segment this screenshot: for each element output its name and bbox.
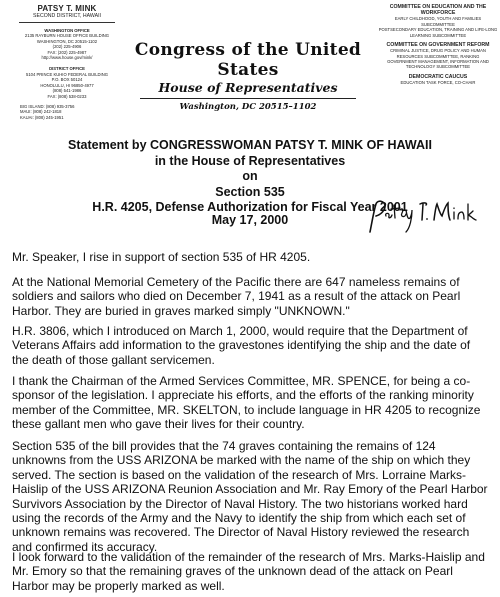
letterhead-right-column bbox=[378, 4, 498, 85]
district-line: 5104 PRINCE KUHIO FEDERAL BUILDING bbox=[26, 71, 108, 77]
district-line: P.O. BOX 50124 bbox=[51, 77, 83, 83]
member-name: PATSY T. MINK bbox=[37, 4, 97, 13]
subcommittee: POSTSECONDARY EDUCATION, TRAINING AND LIFE-LONG LEARNING SUBCOMMITTEE bbox=[378, 27, 498, 38]
masthead bbox=[118, 40, 378, 113]
washington-line: WASHINGTON, DC 20515-1102 bbox=[36, 38, 98, 44]
member-district: SECOND DISTRICT, HAWAII bbox=[33, 13, 101, 19]
body-paragraph: Section 535 of the bill provides that the 74 graves containing the remains of 124 unknowns from the USS ARIZONA be marked with the name of the ship on which they served. The section is based on the validation of the research of Mrs. Lorraine Marks-Haislip of the USS ARIZONA Reunion Association and Mr. Ray Emory of the Pearl Harbor Survivors Association by the Director of Naval History. The two historians worked hard using the records of the Army and the Navy to identify the ship from which each set of unknown remains was recovered. The Director of Naval History reviewed the research and confirmed its accuracy. bbox=[12, 439, 488, 554]
title-line: on bbox=[242, 169, 258, 183]
subcommittee: EDUCATION TASK FORCE, CO-CHAIR bbox=[400, 80, 476, 86]
body-paragraph: Mr. Speaker, I rise in support of section 535 of HR 4205. bbox=[12, 250, 311, 264]
washington-line: (202) 225-4906 bbox=[52, 44, 82, 50]
body-paragraph: I thank the Chairman of the Armed Services Committee, MR. SPENCE, for being a co-sponsor of the legislation. I appreciate his efforts, and the efforts of the ranking minority member of the Committee, MR. SKELTON, to include language in HR 4205 to recognize these gallant men who gave their lives for their country. bbox=[12, 374, 481, 432]
committee-title: COMMITTEE ON GOVERNMENT REFORM bbox=[386, 42, 490, 49]
masthead-address: Washington, DC 20515–1102 bbox=[179, 102, 317, 112]
left-divider bbox=[19, 22, 115, 23]
island-phone: MAUI: (808) 242-1818 bbox=[20, 109, 62, 115]
body-paragraph: H.R. 3806, which I introduced on March 1, 2000, would require that the Department of Veterans Affairs add information to the gravestones identifying the ship and the date of the death of those gallant servicemen. bbox=[12, 324, 471, 367]
letterhead-left-column bbox=[8, 4, 126, 120]
committee-title: DEMOCRATIC CAUCUS bbox=[408, 73, 468, 80]
website-link: http://www.house.gov/mink/ bbox=[41, 55, 93, 61]
house-heading: House of Representatives bbox=[158, 80, 338, 95]
body-paragraph: I look forward to the validation of the remainder of the research of Mrs. Marks-Haislip and Mr. Emory so that the remaining graves of the unknown dead of the attack on Pearl Harbor may be properly marked as well. bbox=[12, 550, 485, 593]
title-line: in the House of Representatives bbox=[154, 153, 346, 168]
masthead-divider bbox=[140, 98, 356, 99]
washington-line: 2135 RAYBURN HOUSE OFFICE BUILDING bbox=[24, 33, 110, 39]
district-line: FAX: (808) 538-0233 bbox=[47, 94, 87, 100]
body-paragraph: At the National Memorial Cemetery of the Pacific there are 647 nameless remains of soldiers and sailors who died on December 7, 1941 as a result of the attack on Pearl Harbor. They are buried in graves marked simply "UNKNOWN." bbox=[12, 275, 461, 318]
district-line: (808) 541-1986 bbox=[52, 88, 82, 94]
subcommittee: CRIMINAL JUSTICE, DRUG POLICY AND HUMAN RESOURCES SUBCOMMITTEE, RANKING bbox=[390, 48, 486, 59]
title-line: Statement by CONGRESSWOMAN PATSY T. MINK OF HAWAII bbox=[68, 138, 432, 152]
title-line: Section 535 bbox=[215, 184, 285, 199]
island-phone: KAUAI: (808) 245-1951 bbox=[20, 114, 64, 120]
title-line: H.R. 4205, Defense Authorization for Fiscal Year 2001 bbox=[92, 200, 408, 214]
congress-heading: Congress of the United States bbox=[134, 40, 362, 80]
washington-line: FAX: (202) 225-4987 bbox=[47, 49, 87, 55]
district-line: HONOLULU, HI 96850-4977 bbox=[40, 82, 94, 88]
district-office-label: DISTRICT OFFICE bbox=[49, 66, 85, 72]
statement-date: May 17, 2000 bbox=[211, 213, 289, 227]
washington-office-label: WASHINGTON OFFICE bbox=[44, 27, 90, 33]
signature-image bbox=[364, 196, 480, 240]
subcommittee: GOVERNMENT MANAGEMENT, INFORMATION AND TECHNOLOGY SUBCOMMITTEE bbox=[387, 59, 489, 70]
island-phone: BIG ISLAND: (808) 935-3756 bbox=[20, 103, 75, 109]
committee-title: COMMITTEE ON EDUCATION AND THE WORKFORCE bbox=[389, 4, 487, 17]
subcommittee: EARLY CHILDHOOD, YOUTH AND FAMILIES SUBCOMMITTEE bbox=[394, 16, 482, 27]
